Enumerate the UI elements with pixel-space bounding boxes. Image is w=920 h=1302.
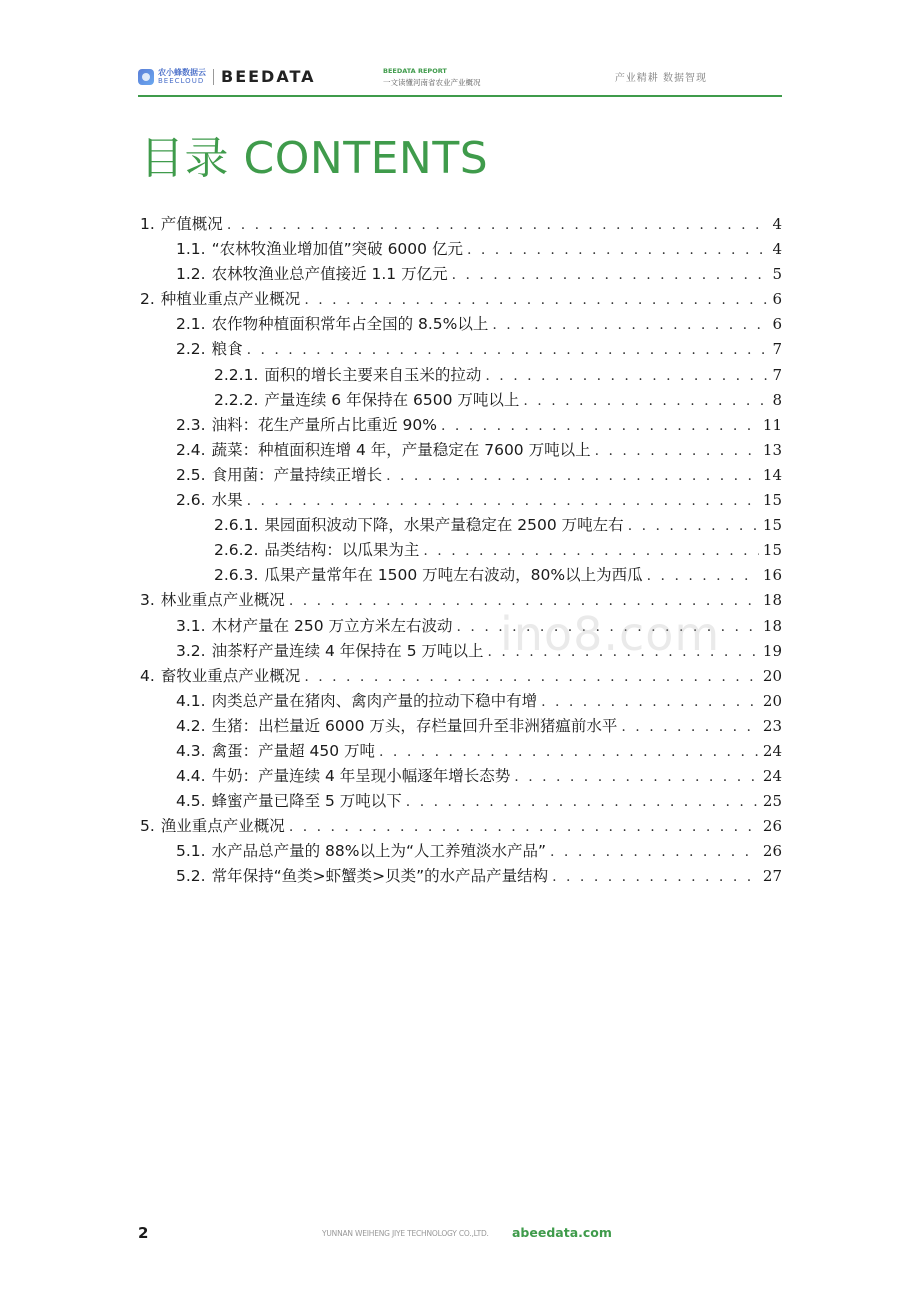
toc-page-number: 19 [762, 641, 782, 660]
toc-page-number: 24 [762, 767, 782, 786]
toc-number: 1.1. [176, 240, 206, 259]
toc-leader [541, 690, 759, 715]
toc-number: 3. [140, 591, 155, 610]
toc-title: 面积的增长主要来自玉米的拉动 [264, 365, 482, 384]
toc-entry[interactable] [138, 388, 782, 413]
brand-name: BEEDATA [221, 67, 316, 86]
toc-page-number: 26 [762, 817, 782, 836]
toc-entry[interactable] [138, 689, 782, 714]
toc-title: “农林牧渔业增加值”突破 6000 亿元 [211, 240, 463, 259]
toc-title: 禽蛋：产量超 450 万吨 [211, 741, 376, 760]
beecloud-logo-icon [138, 69, 154, 85]
toc-page-number: 13 [762, 440, 782, 459]
toc-number: 1. [140, 215, 155, 233]
table-of-contents [138, 212, 782, 890]
toc-number: 2. [140, 290, 155, 309]
toc-page-number: 6 [772, 315, 782, 334]
toc-number: 2.2.1. [214, 365, 259, 384]
toc-leader [485, 364, 768, 389]
toc-entry[interactable] [138, 438, 782, 463]
toc-number: 2.6.2. [214, 541, 259, 560]
toc-leader [247, 338, 769, 363]
toc-leader [523, 389, 768, 414]
toc-number: 2.2.2. [214, 390, 259, 409]
toc-entry[interactable] [138, 789, 782, 814]
toc-page-number: 26 [762, 842, 782, 861]
toc-title: 种植业重点产业概况 [160, 290, 301, 309]
toc-entry[interactable] [138, 538, 782, 563]
toc-page-number: 27 [762, 867, 782, 886]
toc-entry[interactable] [138, 237, 782, 262]
toc-leader [406, 790, 759, 815]
header-slogan: 产业精耕 数据智现 [614, 73, 707, 84]
toc-leader [492, 313, 768, 338]
toc-leader [304, 665, 759, 690]
toc-leader [304, 288, 768, 313]
toc-title: 粮食 [211, 340, 243, 359]
toc-number: 5.2. [176, 867, 206, 886]
toc-number: 4.3. [176, 741, 206, 760]
toc-leader [289, 815, 759, 840]
toc-entry[interactable] [138, 287, 782, 312]
toc-page-number: 15 [762, 541, 782, 560]
toc-leader [379, 740, 759, 765]
toc-leader [247, 489, 759, 514]
toc-entry[interactable] [138, 363, 782, 388]
toc-leader [386, 464, 759, 489]
toc-leader [552, 865, 759, 890]
toc-title: 蔬菜：种植面积连增 4 年，产量稳定在 7600 万吨以上 [211, 440, 591, 459]
toc-title: 油料：花生产量所占比重近 90% [211, 415, 437, 434]
toc-leader [467, 238, 769, 263]
toc-title: 木材产量在 250 万立方米左右波动 [211, 616, 453, 635]
report-label [383, 66, 481, 88]
toc-page-number: 11 [762, 415, 782, 434]
watermark: ino8.com [500, 607, 721, 661]
toc-page-number: 4 [772, 215, 782, 233]
toc-entry[interactable] [138, 413, 782, 438]
page-title: 目录 CONTENTS [140, 133, 489, 184]
brand-logo [138, 67, 316, 86]
toc-title: 产值概况 [160, 215, 223, 233]
toc-entry[interactable] [138, 337, 782, 362]
toc-title: 肉类总产量在猪肉、禽肉产量的拉动下稳中有增 [211, 691, 538, 710]
toc-page-number: 7 [772, 340, 782, 359]
page-header [138, 64, 782, 98]
toc-title: 果园面积波动下降，水果产量稳定在 2500 万吨左右 [264, 516, 624, 535]
toc-number: 2.1. [176, 315, 206, 334]
toc-title: 牛奶：产量连续 4 年呈现小幅逐年增长态势 [211, 767, 511, 786]
toc-leader [628, 514, 759, 539]
toc-page-number: 23 [762, 716, 782, 735]
toc-leader [514, 765, 759, 790]
toc-entry[interactable] [138, 463, 782, 488]
toc-page-number: 20 [762, 666, 782, 685]
toc-number: 3.1. [176, 616, 206, 635]
toc-page-number: 16 [762, 566, 782, 585]
toc-number: 2.4. [176, 440, 206, 459]
toc-number: 2.5. [176, 465, 206, 484]
toc-number: 3.2. [176, 641, 206, 660]
toc-leader [441, 414, 759, 439]
report-subtitle: 一文读懂河南省农业产业概况 [383, 78, 481, 87]
toc-page-number: 14 [762, 465, 782, 484]
toc-title: 食用菌：产量持续正增长 [211, 465, 383, 484]
toc-entry[interactable] [138, 488, 782, 513]
toc-leader [423, 539, 759, 564]
toc-page-number: 4 [772, 240, 782, 259]
toc-page-number: 20 [762, 691, 782, 710]
logo-english-name: BEECLOUD [158, 76, 205, 85]
toc-title: 油茶籽产量连续 4 年保持在 5 万吨以上 [211, 641, 484, 660]
toc-leader [227, 213, 769, 238]
toc-number: 5. [140, 817, 155, 836]
toc-entry[interactable] [138, 739, 782, 764]
toc-title: 品类结构：以瓜果为主 [264, 541, 420, 560]
toc-leader [550, 840, 759, 865]
header-divider [138, 95, 782, 97]
toc-page-number: 7 [772, 365, 782, 384]
logo-chinese-name: 农小蜂数据云 [158, 67, 206, 77]
footer-website-link[interactable]: abeedata.com [512, 1225, 612, 1240]
toc-title: 农作物种植面积常年占全国的 8.5%以上 [211, 315, 489, 334]
toc-leader [647, 564, 759, 589]
toc-title: 常年保持“鱼类>虾蟹类>贝类”的水产品产量结构 [211, 867, 549, 886]
toc-leader [595, 439, 759, 464]
toc-title: 蜂蜜产量已降至 5 万吨以下 [211, 792, 402, 811]
toc-number: 2.6.3. [214, 566, 259, 585]
toc-title: 生猪：出栏量近 6000 万头，存栏量回升至非洲猪瘟前水平 [211, 716, 618, 735]
toc-entry[interactable] [138, 814, 782, 839]
report-title: BEEDATA REPORT [383, 67, 447, 75]
toc-title: 林业重点产业概况 [160, 591, 285, 610]
toc-entry[interactable] [138, 563, 782, 588]
toc-entry[interactable] [138, 714, 782, 739]
toc-number: 4.1. [176, 691, 206, 710]
toc-number: 1.2. [176, 265, 206, 284]
toc-title: 瓜果产量常年在 1500 万吨左右波动，80%以上为西瓜 [264, 566, 643, 585]
toc-title: 产量连续 6 年保持在 6500 万吨以上 [264, 390, 520, 409]
toc-title: 水果 [211, 491, 243, 510]
toc-title: 畜牧业重点产业概况 [160, 666, 301, 685]
toc-number: 4.2. [176, 716, 206, 735]
toc-page-number: 6 [772, 290, 782, 309]
toc-number: 2.3. [176, 415, 206, 434]
toc-entry[interactable] [138, 312, 782, 337]
toc-page-number: 24 [762, 741, 782, 760]
toc-title: 渔业重点产业概况 [160, 817, 285, 836]
logo-divider [213, 69, 214, 85]
toc-entry[interactable] [138, 212, 782, 237]
footer-company: YUNNAN WEIHENG JIYE TECHNOLOGY CO.,LTD. [322, 1229, 489, 1238]
toc-title: 农林牧渔业总产值接近 1.1 万亿元 [211, 265, 448, 284]
toc-leader [621, 715, 759, 740]
toc-number: 4.4. [176, 767, 206, 786]
toc-entry[interactable] [138, 262, 782, 287]
toc-entry[interactable] [138, 839, 782, 864]
toc-number: 5.1. [176, 842, 206, 861]
toc-entry[interactable] [138, 664, 782, 689]
toc-number: 2.6.1. [214, 516, 259, 535]
toc-entry[interactable] [138, 513, 782, 538]
toc-number: 2.6. [176, 491, 206, 510]
toc-page-number: 8 [772, 390, 782, 409]
toc-page-number: 5 [772, 265, 782, 284]
toc-number: 4. [140, 666, 155, 685]
toc-entry[interactable] [138, 764, 782, 789]
toc-number: 2.2. [176, 340, 206, 359]
toc-page-number: 25 [762, 792, 782, 811]
toc-page-number: 18 [762, 591, 782, 610]
toc-page-number: 18 [762, 616, 782, 635]
page-number: 2 [138, 1224, 149, 1242]
toc-page-number: 15 [762, 491, 782, 510]
toc-number: 4.5. [176, 792, 206, 811]
toc-title: 水产品总产量的 88%以上为“人工养殖淡水产品” [211, 842, 547, 861]
toc-entry[interactable] [138, 864, 782, 889]
toc-leader [452, 263, 769, 288]
toc-page-number: 15 [762, 516, 782, 535]
